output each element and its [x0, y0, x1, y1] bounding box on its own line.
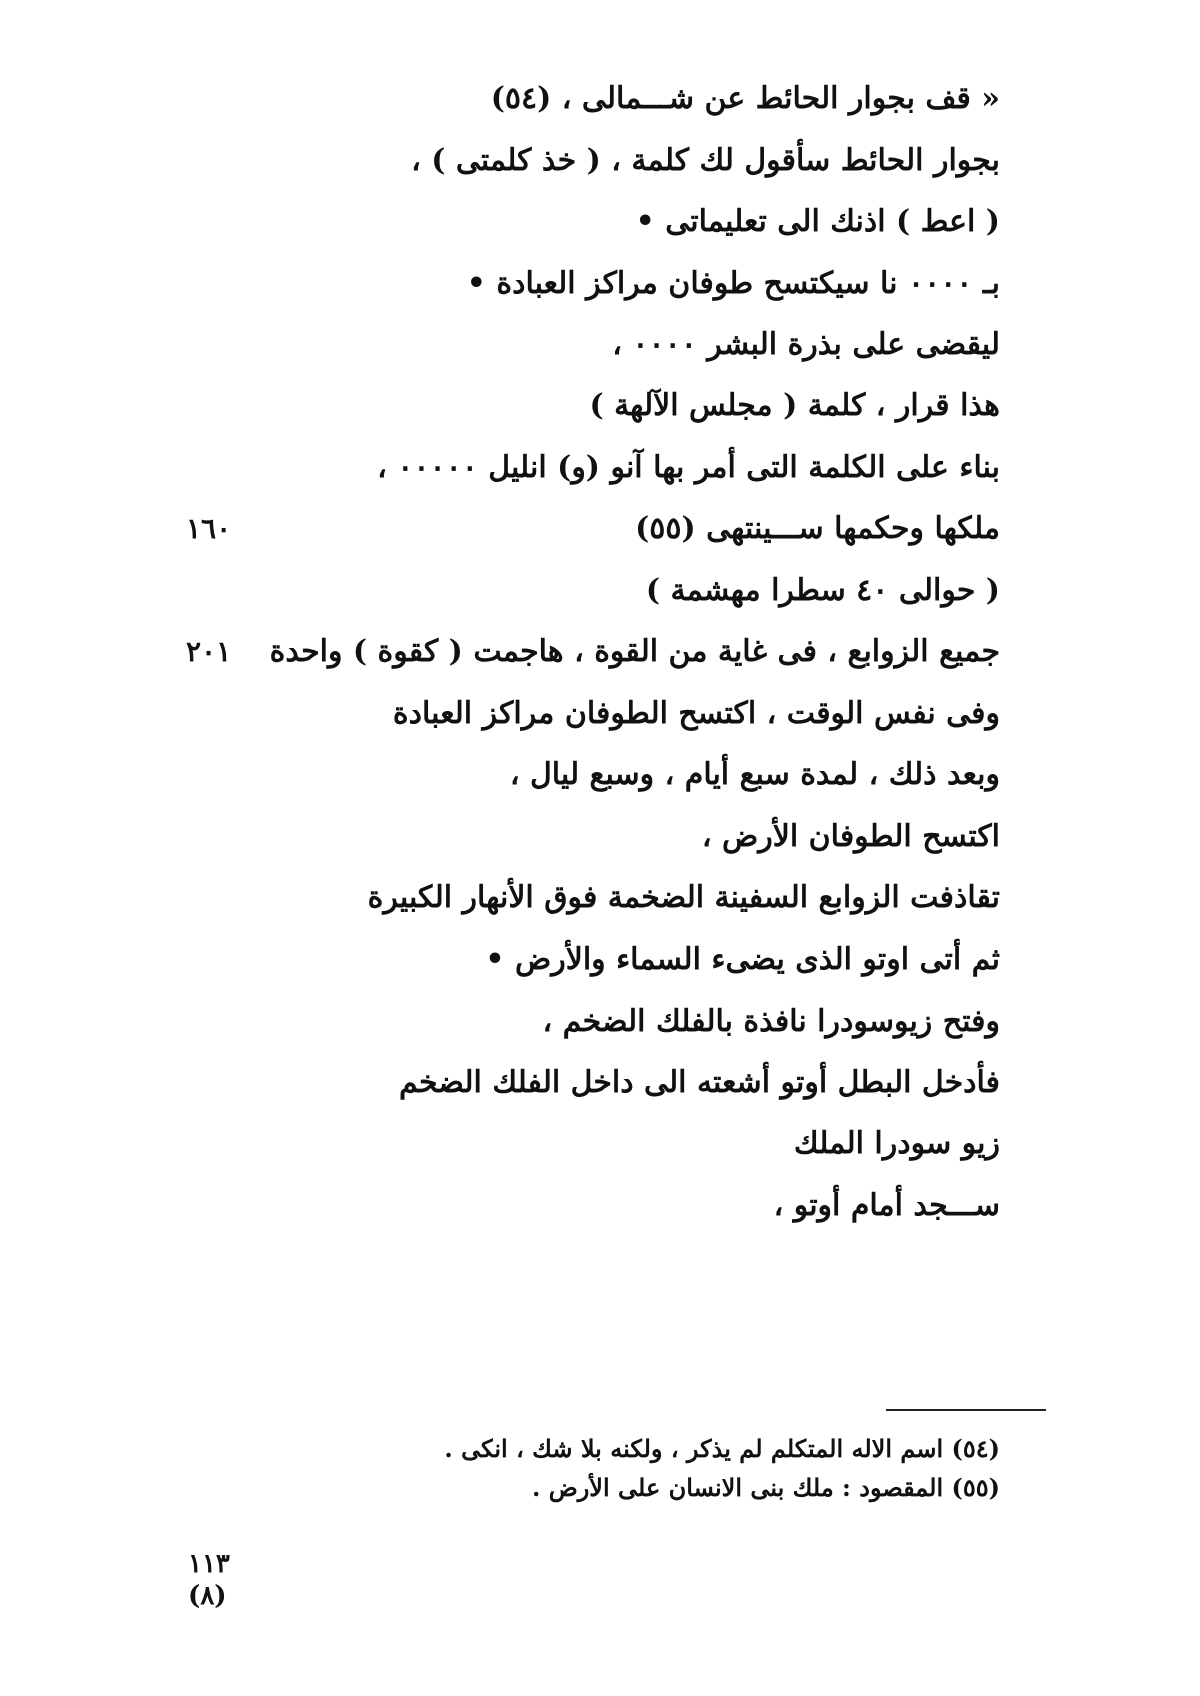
footnote-54: (٥٤) اسم الاله المتكلم لم يذكر ، ولكنه بلا شك ، انكى .: [444, 1434, 1000, 1463]
footnote-55: (٥٥) المقصود : ملك بنى الانسان على الأرض .: [531, 1473, 1000, 1502]
poem-line-2: بجوار الحائط سأقول لك كلمة ، ( خذ كلمتى ) ،: [411, 143, 1000, 178]
poem-line-17: فأدخل البطل أوتو أشعته الى داخل الفلك الضخم: [399, 1065, 1000, 1100]
poem-line-14: تقاذفت الزوابع السفينة الضخمة فوق الأنهار الكبيرة: [367, 880, 1000, 915]
poem-line-3: ( اعط ) اذنك الى تعليماتى •: [635, 204, 1000, 239]
page-number: ١١٣: [188, 1549, 230, 1579]
footnote-divider: [886, 1409, 1046, 1411]
signature-mark: (٨): [188, 1581, 227, 1611]
poem-line-10: جميع الزوابع ، فى غاية من القوة ، هاجمت ( كقوة ) واحدة: [269, 634, 1000, 669]
poem-line-8: ملكها وحكمها ســـينتهى (٥٥): [635, 511, 1000, 546]
poem-line-7: بناء على الكلمة التى أمر بها آنو (و) انليل ٠٠٠٠٠ ،: [377, 450, 1000, 485]
line-number-201: ٢٠١: [186, 635, 232, 668]
line-number-160: ١٦٠: [186, 512, 232, 545]
poem-line-18: زيو سودرا الملك: [793, 1126, 1000, 1161]
poem-line-1: « قف بجوار الحائط عن شـــمالى ، (٥٤): [490, 81, 1000, 116]
poem-line-5: ليقضى على بذرة البشر ٠٠٠٠ ،: [612, 327, 1000, 362]
poem-line-15: ثم أتى اوتو الذى يضىء السماء والأرض •: [485, 942, 1000, 977]
poem-line-4: بـ ٠٠٠٠ نا سيكتسح طوفان مراكز العبادة •: [466, 266, 1000, 301]
poem-line-19: ســـجد أمام أوتو ،: [773, 1188, 1000, 1223]
poem-line-11: وفى نفس الوقت ، اكتسح الطوفان مراكز العبادة: [392, 696, 1000, 731]
poem-line-16: وفتح زيوسودرا نافذة بالفلك الضخم ،: [542, 1004, 1000, 1039]
poem-line-9: ( حوالى ٤٠ سطرا مهشمة ): [645, 573, 1000, 608]
poem-line-12: وبعد ذلك ، لمدة سبع أيام ، وسبع ليال ،: [509, 757, 1000, 792]
poem-line-13: اكتسح الطوفان الأرض ،: [701, 819, 1000, 854]
poem-line-6: هذا قرار ، كلمة ( مجلس الآلهة ): [589, 388, 1000, 423]
